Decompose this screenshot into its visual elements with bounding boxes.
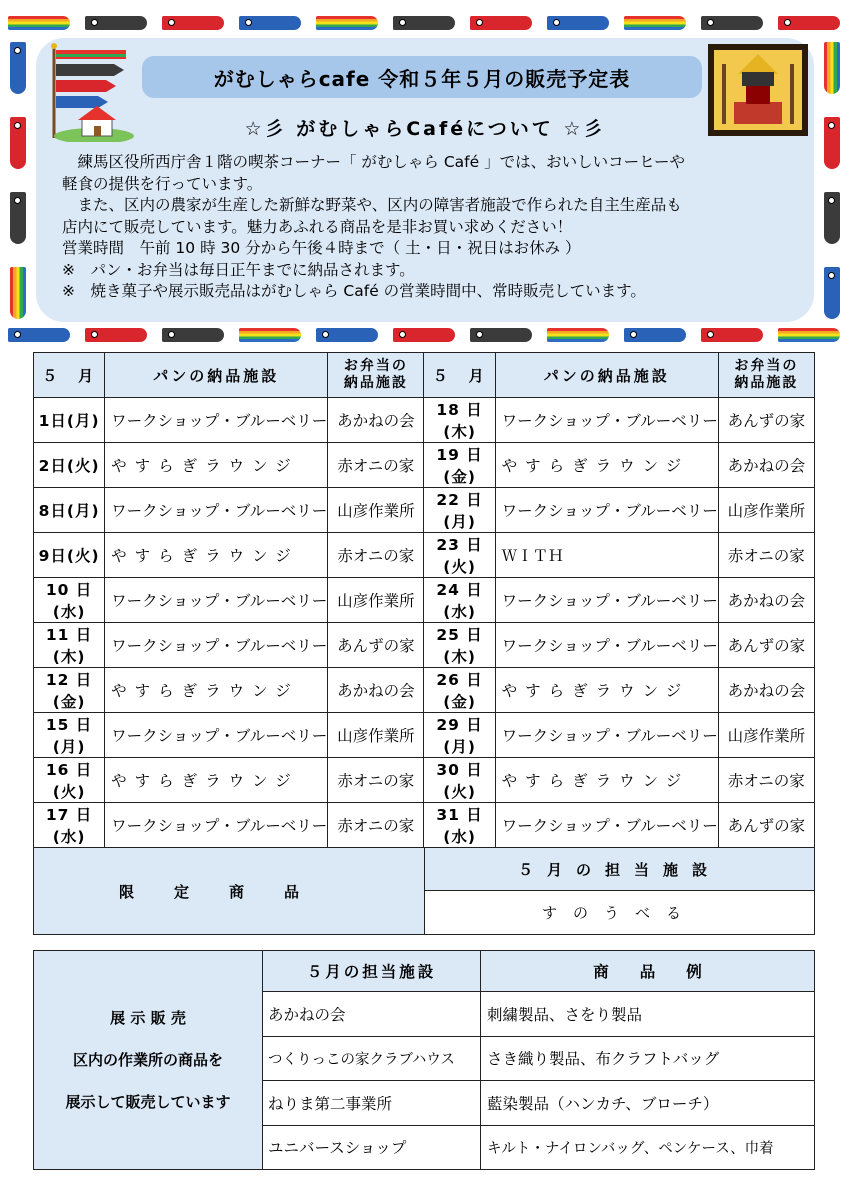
bakery-facility: ワークショップ・ブルーベリー	[105, 713, 328, 758]
note-line: ※ パン・お弁当は毎日正午までに納品されます。	[62, 260, 415, 279]
table-row	[34, 488, 815, 533]
carp-streamer-icon	[824, 267, 840, 319]
exhibit-facility: つくりっこの家クラブハウス	[263, 1036, 481, 1081]
bento-facility: あかねの会	[328, 668, 424, 713]
table-row	[34, 803, 815, 848]
bento-header	[328, 353, 424, 398]
schedule-date: 17 日(水)	[34, 803, 105, 848]
bento-facility: 山彦作業所	[328, 578, 424, 623]
bakery-facility: やすらぎラウンジ	[495, 758, 718, 803]
table-row	[34, 713, 815, 758]
carp-streamer-icon	[470, 16, 532, 30]
streamer-icon	[8, 16, 70, 30]
schedule-date: 1日(月)	[34, 398, 105, 443]
carp-streamer-icon	[701, 328, 763, 342]
exhibit-product: 藍染製品（ハンカチ、ブローチ）	[481, 1081, 815, 1126]
carp-streamer-icon	[624, 328, 686, 342]
bento-facility: あんずの家	[328, 623, 424, 668]
bento-header-line: 納品施設	[734, 375, 799, 391]
note-line: ※ 焼き菓子や展示販売品はがむしゃら Café の営業時間中、常時販売しています。	[62, 282, 646, 300]
bento-facility: あかねの会	[718, 578, 814, 623]
carp-streamer-icon	[470, 328, 532, 342]
carp-streamer-icon	[85, 16, 147, 30]
carp-streamer-icon	[10, 192, 26, 244]
page-title: がむしゃらcafe 令和５年５月の販売予定表	[142, 56, 702, 98]
bakery-facility: やすらぎラウンジ	[495, 668, 718, 713]
bakery-facility: ワークショップ・ブルーベリー	[105, 803, 328, 848]
limited-item-label: 限定商品	[34, 848, 425, 935]
carp-streamer-icon	[393, 16, 455, 30]
bakery-facility: やすらぎラウンジ	[105, 668, 328, 713]
schedule-date: 19 日(金)	[424, 443, 495, 488]
bento-facility: 赤オニの家	[328, 803, 424, 848]
exhibit-product: キルト・ナイロンバッグ、ペンケース、巾着	[481, 1125, 815, 1170]
schedule-date: 22 日(月)	[424, 488, 495, 533]
bakery-facility: やすらぎラウンジ	[105, 758, 328, 803]
carp-streamer-icon	[239, 16, 301, 30]
streamer-icon	[624, 16, 686, 30]
table-row	[34, 398, 815, 443]
carp-streamer-icon	[8, 328, 70, 342]
bento-facility: あんずの家	[718, 398, 814, 443]
schedule-table	[33, 352, 815, 848]
exhibit-product: さき織り製品、布クラフトバッグ	[481, 1036, 815, 1081]
carp-streamer-icon	[10, 117, 26, 169]
bakery-facility: ＷＩＴＨ	[495, 533, 718, 578]
exhibit-sales-table	[33, 950, 815, 1170]
bento-facility: あかねの会	[718, 443, 814, 488]
schedule-date: 24 日(水)	[424, 578, 495, 623]
carp-streamer-icon	[547, 16, 609, 30]
table-row	[34, 623, 815, 668]
exhibit-facility-header: ５月の担当施設	[263, 951, 481, 992]
streamer-icon	[547, 328, 609, 342]
table-row	[34, 668, 815, 713]
table-row	[34, 758, 815, 803]
about-line: 練馬区役所西庁舎１階の喫茶コーナー「 がむしゃら Café 」では、おいしいコーヒーや	[62, 153, 685, 171]
month-header: ５ 月	[424, 353, 495, 398]
exhibit-facility: ユニバースショップ	[263, 1125, 481, 1170]
carp-streamer-icon	[316, 328, 378, 342]
bakery-facility: ワークショップ・ブルーベリー	[495, 623, 718, 668]
bakery-facility: やすらぎラウンジ	[495, 443, 718, 488]
carp-streamer-icon	[85, 328, 147, 342]
schedule-date: 26 日(金)	[424, 668, 495, 713]
bento-facility: あかねの会	[328, 398, 424, 443]
schedule-date: 11 日(木)	[34, 623, 105, 668]
exhibit-product-header: 商 品 例	[481, 951, 815, 992]
limited-item-table	[33, 847, 815, 935]
bento-facility: 赤オニの家	[328, 758, 424, 803]
carp-streamer-icon	[824, 117, 840, 169]
exhibit-facility: あかねの会	[263, 992, 481, 1037]
exhibit-label-line: 展 示 販 売	[110, 1009, 186, 1027]
bento-header	[718, 353, 814, 398]
schedule-date: 2日(火)	[34, 443, 105, 488]
schedule-date: 29 日(月)	[424, 713, 495, 758]
streamer-icon	[10, 267, 26, 319]
schedule-date: 16 日(火)	[34, 758, 105, 803]
limited-facility-header: ５月の担当施設	[425, 848, 815, 891]
top-carp-border	[0, 12, 848, 34]
streamer-icon	[824, 42, 840, 94]
schedule-date: 9日(火)	[34, 533, 105, 578]
schedule-date: 10 日(水)	[34, 578, 105, 623]
about-text	[62, 152, 802, 303]
schedule-date: 23 日(火)	[424, 533, 495, 578]
business-hours: 営業時間 午前 10 時 30 分から午後４時まで（ 土・日・祝日はお休み ）	[62, 239, 581, 257]
carp-streamer-icon	[701, 16, 763, 30]
bakery-facility: やすらぎラウンジ	[105, 443, 328, 488]
about-line: 軽食の提供を行っています。	[62, 174, 263, 193]
schedule-date: 25 日(木)	[424, 623, 495, 668]
carp-streamer-icon	[393, 328, 455, 342]
schedule-date: 30 日(火)	[424, 758, 495, 803]
left-carp-border	[4, 30, 32, 330]
bento-header-line: 納品施設	[343, 375, 408, 391]
table-row	[34, 533, 815, 578]
schedule-date: 12 日(金)	[34, 668, 105, 713]
schedule-date: 8日(月)	[34, 488, 105, 533]
bento-facility: 山彦作業所	[718, 488, 814, 533]
carp-streamer-icon	[778, 16, 840, 30]
bento-facility: 山彦作業所	[718, 713, 814, 758]
streamer-icon	[316, 16, 378, 30]
bento-facility: 赤オニの家	[718, 758, 814, 803]
streamer-icon	[239, 328, 301, 342]
bento-facility: あんずの家	[718, 623, 814, 668]
bento-facility: あかねの会	[718, 668, 814, 713]
about-heading: ☆彡 がむしゃらCaféについて ☆彡	[244, 118, 606, 140]
bakery-facility: ワークショップ・ブルーベリー	[495, 803, 718, 848]
carp-streamer-icon	[10, 42, 26, 94]
bakery-facility: ワークショップ・ブルーベリー	[105, 488, 328, 533]
bento-facility: 赤オニの家	[328, 443, 424, 488]
bento-facility: 山彦作業所	[328, 713, 424, 758]
bakery-facility: ワークショップ・ブルーベリー	[495, 713, 718, 758]
bakery-header: パンの納品施設	[495, 353, 718, 398]
bakery-facility: ワークショップ・ブルーベリー	[495, 578, 718, 623]
right-carp-border	[818, 30, 846, 330]
exhibit-sales-label	[34, 951, 263, 1170]
bento-facility: 赤オニの家	[718, 533, 814, 578]
exhibit-label-line: 区内の作業所の商品を	[72, 1051, 223, 1069]
schedule-date: 18 日(木)	[424, 398, 495, 443]
month-header: ５ 月	[34, 353, 105, 398]
bakery-facility: やすらぎラウンジ	[105, 533, 328, 578]
table-row	[34, 443, 815, 488]
schedule-date: 31 日(水)	[424, 803, 495, 848]
bakery-header: パンの納品施設	[105, 353, 328, 398]
bakery-facility: ワークショップ・ブルーベリー	[495, 488, 718, 533]
carp-streamer-icon	[162, 328, 224, 342]
bento-header-line: お弁当の	[734, 358, 799, 374]
carp-streamer-icon	[162, 16, 224, 30]
exhibit-label-line: 展示して販売しています	[65, 1093, 231, 1111]
bakery-facility: ワークショップ・ブルーベリー	[495, 398, 718, 443]
exhibit-product: 刺繍製品、さをり製品	[481, 992, 815, 1037]
bento-facility: 赤オニの家	[328, 533, 424, 578]
about-line: 店内にて販売しています。魅力あふれる商品を是非お買い求めください！	[62, 217, 573, 236]
streamer-icon	[778, 328, 840, 342]
bakery-facility: ワークショップ・ブルーベリー	[105, 398, 328, 443]
bento-facility: 山彦作業所	[328, 488, 424, 533]
limited-facility-value: すのうべる	[425, 891, 815, 935]
carp-streamer-icon	[824, 192, 840, 244]
schedule-header-row	[34, 353, 815, 398]
bakery-facility: ワークショップ・ブルーベリー	[105, 623, 328, 668]
bento-header-line: お弁当の	[343, 358, 408, 374]
bento-facility: あんずの家	[718, 803, 814, 848]
bakery-facility: ワークショップ・ブルーベリー	[105, 578, 328, 623]
bottom-carp-border	[0, 324, 848, 346]
exhibit-facility: ねりま第二事業所	[263, 1081, 481, 1126]
table-row	[34, 578, 815, 623]
schedule-date: 15 日(月)	[34, 713, 105, 758]
about-line: また、区内の農家が生産した新鮮な野菜や、区内の障害者施設で作られた自主生産品も	[62, 196, 682, 214]
